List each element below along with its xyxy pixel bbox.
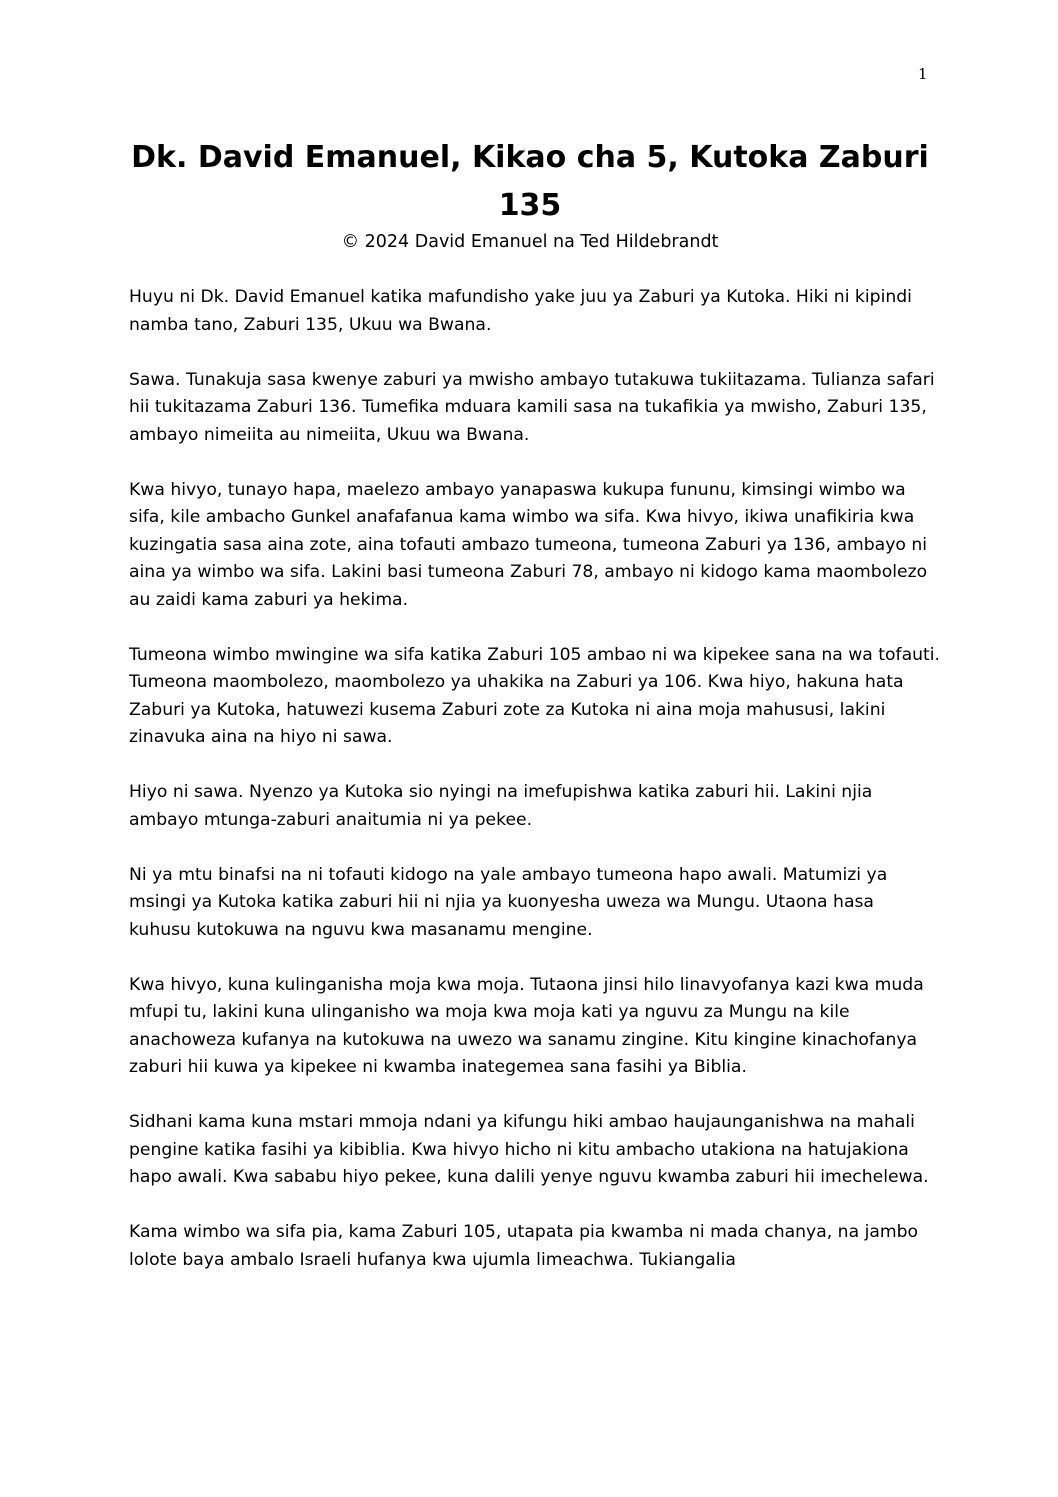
paragraph: Kwa hivyo, tunayo hapa, maelezo ambayo yanapaswa kukupa fununu, kimsingi wimbo wa sifa, kile ambacho Gunkel anafafanua kama wimbo wa sifa. Kwa hivyo, ikiwa unafikiria kwa kuzingatia sasa aina zote, aina tofauti ambazo tumeona, tumeona Zaburi ya 136, ambayo ni aina ya wimbo wa sifa. Lakini basi tumeona Zaburi 78, ambayo ni kidogo kama maombolezo au zaidi kama zaburi ya hekima. (129, 479, 928, 610)
paragraph: Huyu ni Dk. David Emanuel katika mafundisho yake juu ya Zaburi ya Kutoka. Hiki ni kipindi namba tano, Zaburi 135, Ukuu wa Bwana. (129, 287, 912, 335)
paragraph: Tumeona wimbo mwingine wa sifa katika Zaburi 105 ambao ni wa kipekee sana na wa tofauti. Tumeona maombolezo, maombolezo ya uhakika na Zaburi ya 106. Kwa hiyo, hakuna hata Zaburi ya Kutoka, hatuwezi kusema Zaburi zote za Kutoka ni aina moja mahususi, lakini zinavuka aina na hiyo ni sawa. (129, 644, 940, 747)
copyright-line: © 2024 David Emanuel na Ted Hildebrandt (341, 232, 719, 252)
paragraph: Ni ya mtu binafsi na ni tofauti kidogo na yale ambayo tumeona hapo awali. Matumizi ya msingi ya Kutoka katika zaburi hii ni njia ya kuonyesha uweza wa Mungu. Utaona hasa kuhusu kutokuwa na nguvu kwa masanamu mengine. (129, 864, 888, 940)
paragraph: Sawa. Tunakuja sasa kwenye zaburi ya mwisho ambayo tutakuwa tukiitazama. Tulianza safari hii tukitazama Zaburi 136. Tumefika mduara kamili sasa na tukafikia ya mwisho, Zaburi 135, ambayo nimeiita au nimeiita, Ukuu wa Bwana. (129, 369, 935, 445)
paragraph: Kwa hivyo, kuna kulinganisha moja kwa moja. Tutaona jinsi hilo linavyofanya kazi kwa muda mfupi tu, lakini kuna ulinganisho wa moja kwa moja kati ya nguvu za Mungu na kile anachoweza kufanya na kutokuwa na uwezo wa sanamu zingine. Kitu kingine kinachofanya zaburi hii kuwa ya kipekee ni kwamba inategemea sana fasihi ya Biblia. (129, 974, 924, 1077)
paragraph: Sidhani kama kuna mstari mmoja ndani ya kifungu hiki ambao haujaunganishwa na mahali pengine katika fasihi ya kibiblia. Kwa hivyo hicho ni kitu ambacho utakiona na hatujakiona hapo awali. Kwa sababu hiyo pekee, kuna dalili yenye nguvu kwamba zaburi hii imechelewa. (129, 1112, 929, 1187)
document-title: Dk. David Emanuel, Kikao cha 5, Kutoka Zaburi 135 (131, 140, 929, 223)
paragraph: Kama wimbo wa sifa pia, kama Zaburi 105, utapata pia kwamba ni mada chanya, na jambo lolote baya ambalo Israeli hufanya kwa ujumla limeachwa. Tukiangalia (129, 1222, 919, 1270)
paragraph: Hiyo ni sawa. Nyenzo ya Kutoka sio nyingi na imefupishwa katika zaburi hii. Lakini njia ambayo mtunga-zaburi anaitumia ni ya pekee. (129, 782, 873, 830)
page-number: 1 (918, 65, 928, 83)
body-text (129, 284, 941, 1302)
